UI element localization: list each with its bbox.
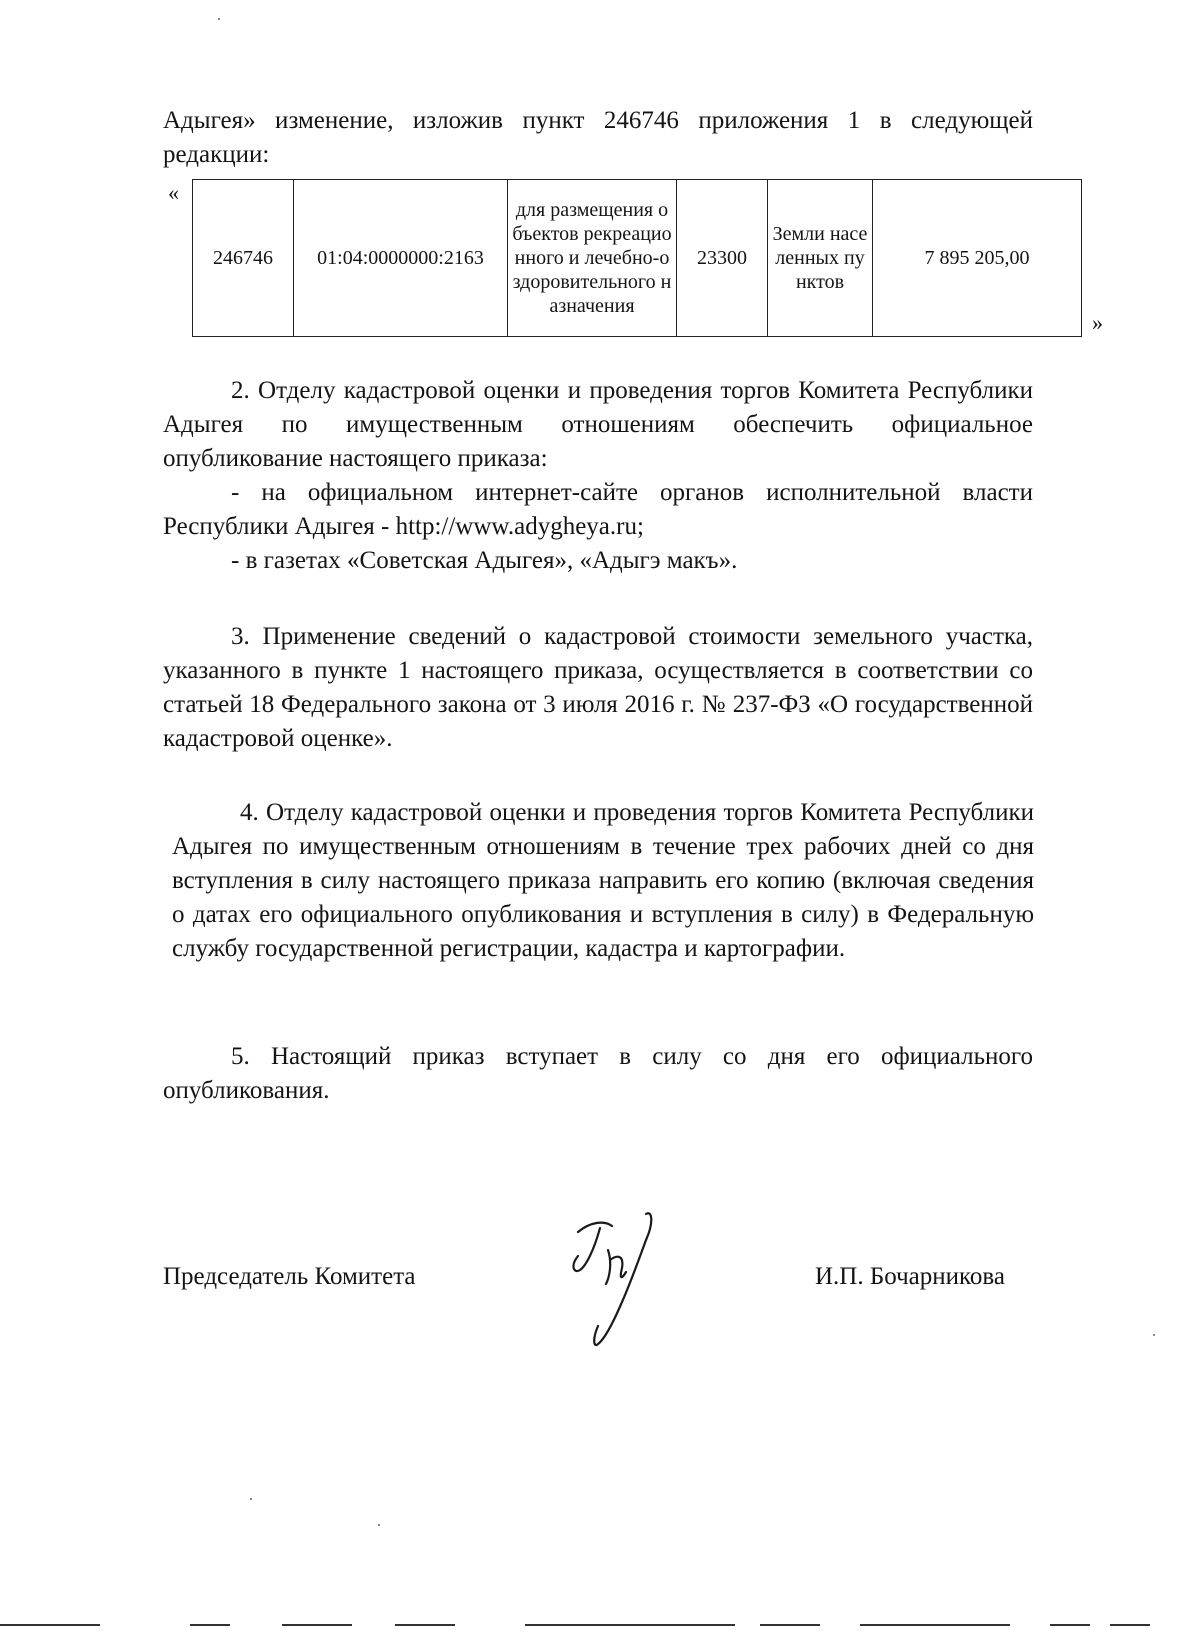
- scan-edge-line: [525, 1624, 735, 1626]
- scan-edge-line: [1110, 1624, 1150, 1626]
- scan-edge-line: [395, 1624, 455, 1626]
- scan-speck: [1153, 1334, 1155, 1336]
- section-2: [163, 374, 1033, 578]
- scan-speck: [378, 1524, 380, 1526]
- table-cell-category: Земли населенных пунктов: [768, 180, 873, 337]
- table-cell-purpose: для размещения объектов рекреационного и лечебно-оздоровительного назначения: [508, 180, 677, 337]
- scan-edge-line: [860, 1624, 1010, 1626]
- section-2-item-1: - на официальном интернет-сайте органов исполнительной власти Республики Адыгея - http://www.adygheya.ru;: [163, 479, 1033, 540]
- intro-line-2: редакции:: [163, 141, 270, 168]
- handwritten-signature: [560, 1210, 670, 1350]
- scan-speck: [218, 18, 220, 20]
- scan-speck: [250, 1498, 252, 1500]
- opening-quote: «: [168, 180, 179, 205]
- intro-paragraph: [163, 104, 1033, 172]
- section-5: [163, 1040, 1033, 1108]
- scan-edge-line: [1050, 1624, 1090, 1626]
- section-3: [163, 620, 1033, 756]
- scan-edge-line: [282, 1624, 352, 1626]
- table-cell-area: 23300: [677, 180, 768, 337]
- table-row: [193, 180, 1082, 337]
- table-cell-cadastral: 01:04:0000000:2163: [294, 180, 508, 337]
- scan-edge-line: [190, 1624, 230, 1626]
- section-4-text: 4. Отделу кадастровой оценки и проведения торгов Комитета Республики Адыгея по имущественным отношениям в течение трех рабочих дней со дня вступления в силу настоящего приказа направить его копию (включая сведения о датах его официального опубликования и вступления в силу) в Федеральную службу государственной регистрации, кадастра и картографии.: [172, 799, 1034, 962]
- section-2-item-2: - в газетах «Советская Адыгея», «Адыгэ макъ».: [231, 547, 738, 574]
- section-2-main: 2. Отделу кадастровой оценки и проведения торгов Комитета Республики Адыгея по имущественным отношениям обеспечить официальное опубликование настоящего приказа:: [163, 377, 1033, 472]
- table-cell-value: 7 895 205,00: [873, 180, 1082, 337]
- section-5-text: 5. Настоящий приказ вступает в силу со дня его официального опубликования.: [163, 1043, 1033, 1104]
- plot-table: [192, 179, 1082, 337]
- table-cell-number: 246746: [193, 180, 294, 337]
- signatory-position: Председатель Комитета: [163, 1263, 416, 1290]
- section-4: [172, 796, 1034, 966]
- section-3-text: 3. Применение сведений о кадастровой стоимости земельного участка, указанного в пункте 1 настоящего приказа, осуществляется в соответствии со статьей 18 Федерального закона от 3 июля 2016 г. № 237-ФЗ «О государственной кадастровой оценке».: [163, 623, 1033, 752]
- intro-line-1: Адыгея» изменение, изложив пункт 246746 приложения 1 в следующей: [163, 107, 1033, 134]
- scan-edge-line: [760, 1624, 820, 1626]
- closing-quote: »: [1092, 310, 1103, 335]
- signatory-name: И.П. Бочарникова: [815, 1263, 1005, 1290]
- scan-edge-line: [0, 1624, 100, 1626]
